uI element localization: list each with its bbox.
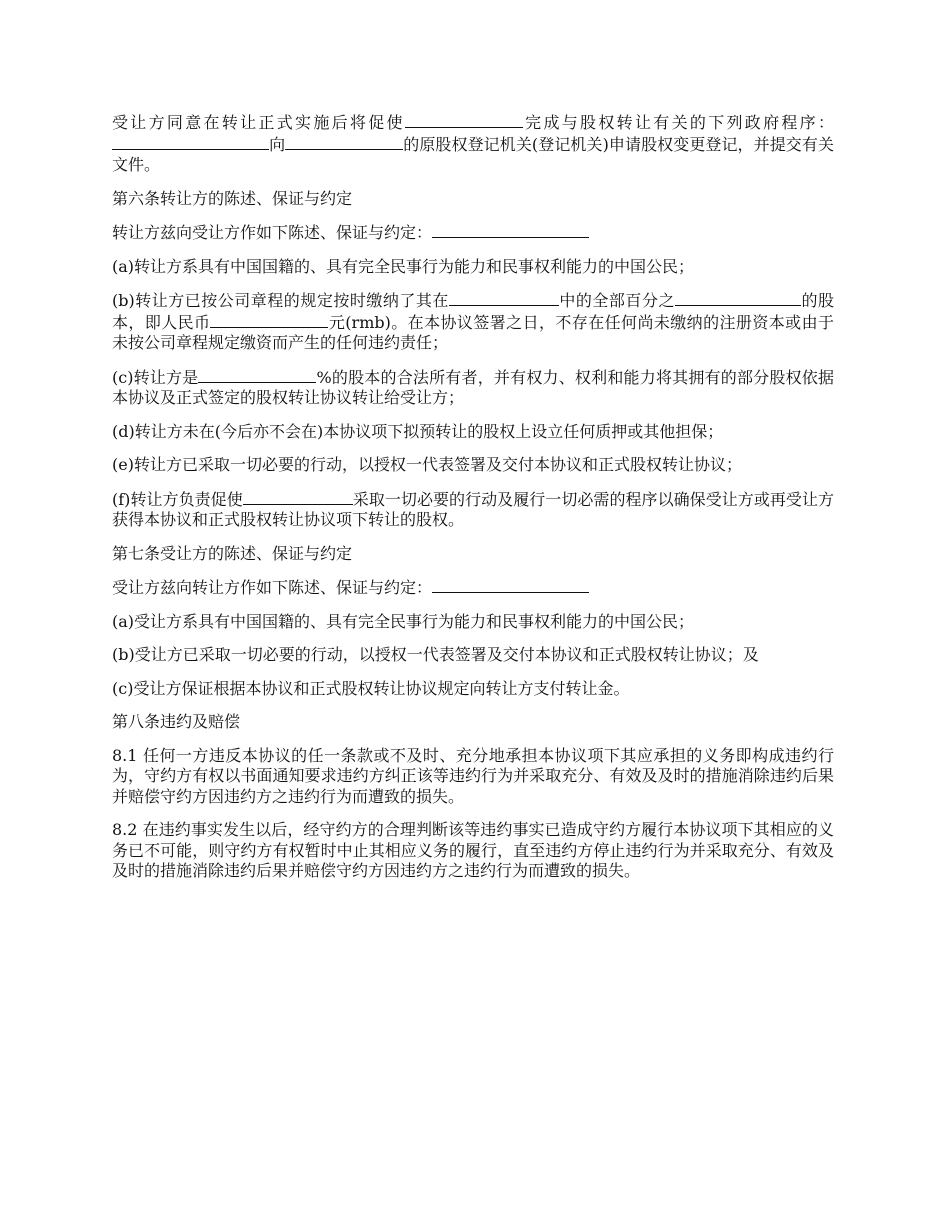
- text-run: 的原股权登记机关(登记机关)申请股权变更登记，并提交有关文件。: [112, 134, 834, 174]
- text-run: 受让方兹向转让方作如下陈述、保证与约定：: [112, 578, 433, 597]
- fill-in-blank: [198, 367, 316, 383]
- text-run: (c)受让方保证根据本协议和正式股权转让协议规定向转让方支付转让金。: [112, 678, 630, 698]
- text-run: (a)受让方系具有中国国籍的、具有完全民事行为能力和民事权利能力的中国公民；: [112, 611, 695, 631]
- text-run: 受让方同意在转让正式实施后将促使: [112, 113, 405, 132]
- text-run: (d)转让方未在(今后亦不会在)本协议项下拟预转让的股权上设立任何质押或其他担保；: [112, 421, 724, 441]
- paragraph: [112, 489, 834, 531]
- text-run: 向: [269, 134, 286, 154]
- text-run: %的股本的合法所有者，并有权力、权利和能力将其拥有的部分股权依据本协议及正式签定的股权转让协议转让给受让方；: [112, 367, 834, 407]
- paragraph: [112, 612, 834, 633]
- fill-in-blank: [285, 134, 403, 150]
- fill-in-blank: [432, 222, 589, 238]
- fill-in-blank: [210, 312, 328, 328]
- text-run: 中的全部百分之: [558, 291, 675, 310]
- paragraph: [112, 422, 834, 443]
- text-run: 完成与股权转让有关的下列政府程序：: [522, 113, 834, 132]
- text-run: (f)转让方负责促使: [112, 489, 243, 509]
- paragraph: [112, 820, 834, 882]
- fill-in-blank: [112, 134, 269, 150]
- text-run: 第七条受让方的陈述、保证与约定: [112, 543, 353, 563]
- paragraph: [112, 645, 834, 666]
- fill-in-blank: [243, 489, 353, 505]
- text-run: 8.2 在违约事实发生以后，经守约方的合理判断该等违约事实已造成守约方履行本协议项下其相应的义务已不可能，则守约方有权暂时中止其相应义务的履行，直至违约方停止违约行为并采取充分、有效及及时的措施消除违约后果并赔偿守约方因违约方之违约行为而遭致的损失。: [112, 820, 834, 880]
- text-run: 8.1 任何一方违反本协议的任一条款或不及时、充分地承担本协议项下其应承担的义务即构成违约行为，守约方有权以书面通知要求违约方纠正该等违约行为并采取充分、有效及及时的措施消除违约后果并赔偿守约方因违约方之违约行为而遭致的损失。: [112, 745, 834, 806]
- paragraph: [112, 679, 834, 700]
- text-run: (b)转让方已按公司章程的规定按时缴纳了其在: [112, 291, 449, 310]
- text-run: 第八条违约及赔偿: [112, 712, 241, 731]
- paragraph: [112, 746, 834, 808]
- text-run: 第六条转让方的陈述、保证与约定: [112, 188, 353, 208]
- section-heading: [112, 544, 834, 565]
- text-run: 采取一切必要的行动及履行一切必需的程序以确保受让方或再受让方获得本协议和正式股权转让协议项下转让的股权。: [112, 489, 834, 529]
- fill-in-blank: [777, 290, 801, 306]
- fill-in-blank: [432, 577, 589, 593]
- text-run: 的股本，即人民币: [112, 291, 834, 332]
- text-run: (c)转让方是: [112, 367, 199, 387]
- paragraph: [112, 257, 834, 278]
- paragraph: [112, 367, 834, 409]
- fill-in-blank: [449, 290, 559, 306]
- paragraph: [112, 577, 834, 599]
- document-page: [112, 112, 834, 895]
- paragraph: [112, 290, 834, 354]
- paragraph: [112, 455, 834, 476]
- section-heading: [112, 189, 834, 210]
- text-run: (b)受让方已采取一切必要的行动，以授权一代表签署及交付本协议和正式股权转让协议；及: [112, 645, 759, 664]
- text-run: (a)转让方系具有中国国籍的、具有完全民事行为能力和民事权利能力的中国公民；: [112, 256, 695, 276]
- fill-in-blank: [405, 112, 523, 128]
- paragraph: [112, 112, 834, 176]
- text-run: 元(rmb)。在本协议签署之日，不存在任何尚未缴纳的注册资本或由于未按公司章程规定缴资而产生的任何违约责任；: [112, 312, 834, 352]
- section-heading: [112, 712, 834, 733]
- fill-in-blank: [675, 290, 777, 306]
- paragraph: [112, 222, 834, 244]
- text-run: 转让方兹向受让方作如下陈述、保证与约定：: [112, 223, 433, 242]
- text-run: (e)转让方已采取一切必要的行动，以授权一代表签署及交付本协议和正式股权转让协议；: [112, 455, 742, 474]
